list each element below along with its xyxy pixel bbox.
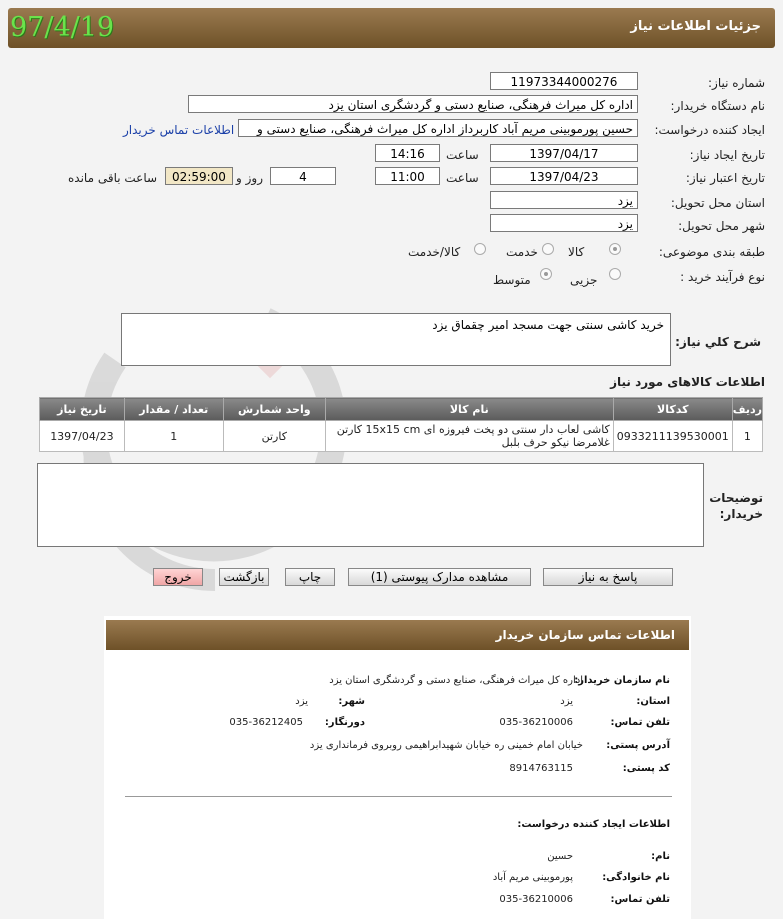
creator-phone-label-panel: تلفن تماس: (610, 894, 670, 905)
process-medium-radio[interactable] (540, 268, 552, 280)
remaining-label: ساعت باقی مانده (68, 171, 158, 185)
validity-label: تاریخ اعتبار نیاز: (685, 171, 765, 185)
category-service-radio[interactable] (542, 243, 554, 255)
buyer-org-field[interactable]: اداره کل میراث فرهنگی، صنایع دستی و گردشگری استان یزد (188, 95, 638, 113)
process-minor-label: جزیی (570, 273, 598, 287)
items-section-title: اطلاعات کالاهای مورد نیاز (610, 375, 765, 389)
category-label: طبقه بندی موضوعی: (658, 245, 765, 259)
reply-button[interactable]: پاسخ به نیاز (543, 568, 673, 586)
col-date: تاریخ نیاز (40, 398, 125, 421)
category-goods-label: کالا (568, 245, 585, 259)
process-label: نوع فرآیند خرید : (680, 270, 765, 284)
cell-name-line1: کاشی لعاب دار سنتی دو پخت فیروزه ای 15x15 cm کارتن (336, 423, 610, 436)
page-title: جزئیات اطلاعات نیاز (630, 19, 761, 34)
items-table (39, 397, 763, 452)
page-header (8, 8, 775, 48)
remaining-time-field[interactable]: 02:59:00 (165, 167, 233, 185)
family-value-panel: پورموبینی مریم آباد (492, 872, 573, 883)
creator-title-panel: اطلاعات ایجاد کننده درخواست: (517, 819, 670, 830)
province-value-panel: یزد (560, 696, 573, 707)
postal-value-panel: 8914763115 (509, 763, 573, 774)
description-textarea[interactable] (121, 313, 671, 366)
org-label: نام سازمان خریدار: (574, 675, 670, 686)
created-time-label: ساعت (446, 148, 479, 162)
province-field[interactable]: یزد (490, 191, 638, 209)
postal-label-panel: کد پستی: (622, 763, 670, 774)
cell-unit: کارتن (223, 421, 325, 452)
col-name: نام کالا (325, 398, 613, 421)
col-row: ردیف (732, 398, 762, 421)
validity-time-field[interactable]: 11:00 (375, 167, 440, 185)
panel-divider (125, 796, 672, 797)
days-field[interactable]: 4 (270, 167, 336, 185)
contact-panel-header (106, 620, 689, 650)
address-label-panel: آدرس پستی: (606, 740, 670, 751)
cell-name (325, 421, 613, 452)
phone-value-panel: 035-36210006 (499, 717, 573, 728)
process-medium-label: متوسط (493, 273, 531, 287)
cell-date: 1397/04/23 (40, 421, 125, 452)
city-value-panel: یزد (295, 696, 308, 707)
cell-row: 1 (732, 421, 762, 452)
province-label-panel: استان: (636, 696, 670, 707)
need-number-label: شماره نیاز: (708, 76, 765, 90)
creator-label: ایجاد کننده درخواست: (654, 123, 765, 137)
validity-time-label: ساعت (446, 171, 479, 185)
cell-qty: 1 (124, 421, 223, 452)
city-label: شهر محل تحویل: (678, 219, 765, 233)
creator-phone-value-panel: 035-36210006 (499, 894, 573, 905)
description-text: خرید کاشی سنتی جهت مسجد امیر چقماق یزد (432, 318, 664, 332)
family-label-panel: نام خانوادگی: (602, 872, 670, 883)
category-both-label: کالا/خدمت (408, 245, 461, 259)
org-value: اداره کل میراث فرهنگی، صنایع دستی و گردشگری استان یزد (329, 675, 583, 686)
city-label-panel: شهر: (338, 696, 365, 707)
phone-label-panel: تلفن تماس: (610, 717, 670, 728)
fax-label-panel: دورنگار: (324, 717, 365, 728)
validity-date-field[interactable]: 1397/04/23 (490, 167, 638, 185)
address-value-panel: خیابان امام خمینی ره خیابان شهیدابراهیمی روبروی فرمانداری یزد (309, 740, 583, 751)
created-time-field[interactable]: 14:16 (375, 144, 440, 162)
date-stamp: 97/4/19 (10, 12, 115, 43)
name-value-panel: حسین (547, 851, 573, 862)
process-minor-radio[interactable] (609, 268, 621, 280)
days-label: روز و (236, 171, 263, 185)
buyer-notes-textarea[interactable] (37, 463, 704, 547)
category-service-label: خدمت (506, 245, 538, 259)
cell-code: 0933211139530001 (613, 421, 732, 452)
col-qty: تعداد / مقدار (124, 398, 223, 421)
creator-field[interactable]: حسین پورموبینی مریم آباد کاربرداز اداره کل میراث فرهنگی، صنایع دستی و (238, 119, 638, 137)
created-date-field[interactable]: 1397/04/17 (490, 144, 638, 162)
need-number-field[interactable]: 11973344000276 (490, 72, 638, 90)
name-label-panel: نام: (651, 851, 670, 862)
col-code: کدکالا (613, 398, 732, 421)
created-date-label: تاریخ ایجاد نیاز: (689, 148, 765, 162)
fax-value-panel: 035-36212405 (229, 717, 303, 728)
table-row[interactable] (40, 421, 763, 452)
buyer-notes-label: توضیحات خریدار: (709, 491, 763, 521)
col-unit: واحد شمارش (223, 398, 325, 421)
print-button[interactable]: چاپ (285, 568, 335, 586)
category-both-radio[interactable] (474, 243, 486, 255)
back-button[interactable]: بازگشت (219, 568, 269, 586)
city-field[interactable]: یزد (490, 214, 638, 232)
exit-button[interactable]: خروج (153, 568, 203, 586)
buyer-org-label: نام دستگاه خریدار: (670, 99, 765, 113)
contact-panel-title: اطلاعات تماس سازمان خریدار (495, 628, 675, 642)
province-label: استان محل تحویل: (670, 196, 765, 210)
attachments-button[interactable]: مشاهده مدارک پیوستی (1) (348, 568, 531, 586)
cell-name-line2: غلامرضا نیکو حرف بلبل (501, 436, 610, 449)
contact-info-link[interactable]: اطلاعات تماس خریدار (123, 123, 235, 137)
items-header-row (40, 398, 763, 421)
category-goods-radio[interactable] (609, 243, 621, 255)
description-label: شرح كلي نياز: (675, 335, 761, 349)
